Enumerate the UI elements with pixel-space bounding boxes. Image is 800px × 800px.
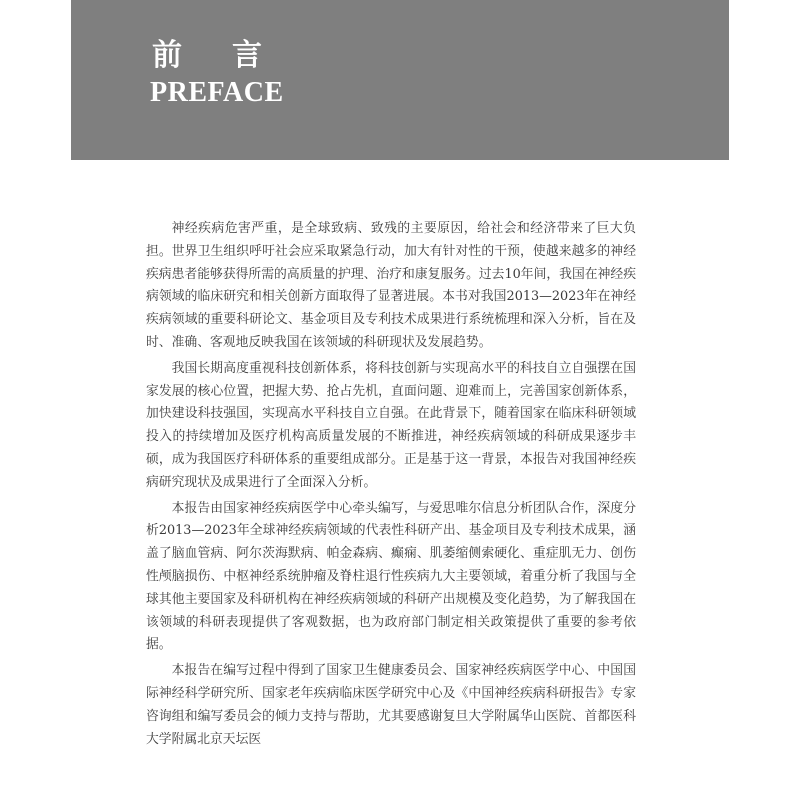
preface-title-chinese: 前言 (152, 38, 312, 73)
header-band (71, 0, 729, 160)
paragraph-1: 神经疾病危害严重，是全球致病、致残的主要原因，给社会和经济带来了巨大负担。世界卫生组织呼吁社会应采取紧急行动，加大有针对性的干预，使越来越多的神经疾病患者能够获得所需的高质量的护理、治疗和康复服务。过去10年间，我国在神经疾病领域的临床研究和相关创新方面取得了显著进展。本书对我国2013—2023年在神经疾病领域的重要科研论文、基金项目及专利技术成果进行系统梳理和深入分析，旨在及时、准确、客观地反映我国在该领域的科研现状及发展趋势。 (146, 221, 636, 350)
preface-title-english: PREFACE (150, 77, 284, 108)
paragraph-4: 本报告在编写过程中得到了国家卫生健康委员会、国家神经疾病医学中心、中国国际神经科学研究所、国家老年疾病临床医学研究中心及《中国神经疾病科研报告》专家咨询组和编写委员会的倾力支持与帮助，尤其要感谢复旦大学附属华山医院、首都医科大学附属北京天坛医 (146, 663, 636, 747)
paragraph-3: 本报告由国家神经疾病医学中心牵头编写，与爱思唯尔信息分析团队合作，深度分析2013—2023年全球神经疾病领域的代表性科研产出、基金项目及专利技术成果，涵盖了脑血管病、阿尔茨海默病、帕金森病、癫痫、肌萎缩侧索硬化、重症肌无力、创伤性颅脑损伤、中枢神经系统肿瘤及脊柱退行性疾病九大主要领域，着重分析了我国与全球其他主要国家及科研机构在神经疾病领域的科研产出规模及变化趋势，为了解我国在该领域的科研表现提供了客观数据，也为政府部门制定相关政策提供了重要的参考依据。 (146, 500, 636, 653)
preface-body (146, 218, 636, 754)
paragraph-2: 我国长期高度重视科技创新体系，将科技创新与实现高水平的科技自立自强摆在国家发展的核心位置，把握大势、抢占先机，直面问题、迎难而上，完善国家创新体系，加快建设科技强国，实现高水平科技自立自强。在此背景下，随着国家在临床科研领域投入的持续增加及医疗机构高质量发展的不断推进，神经疾病领域的科研成果逐步丰硕，成为我国医疗科研体系的重要组成部分。正是基于这一背景，本报告对我国神经疾病研究现状及成果进行了全面深入分析。 (146, 360, 636, 490)
